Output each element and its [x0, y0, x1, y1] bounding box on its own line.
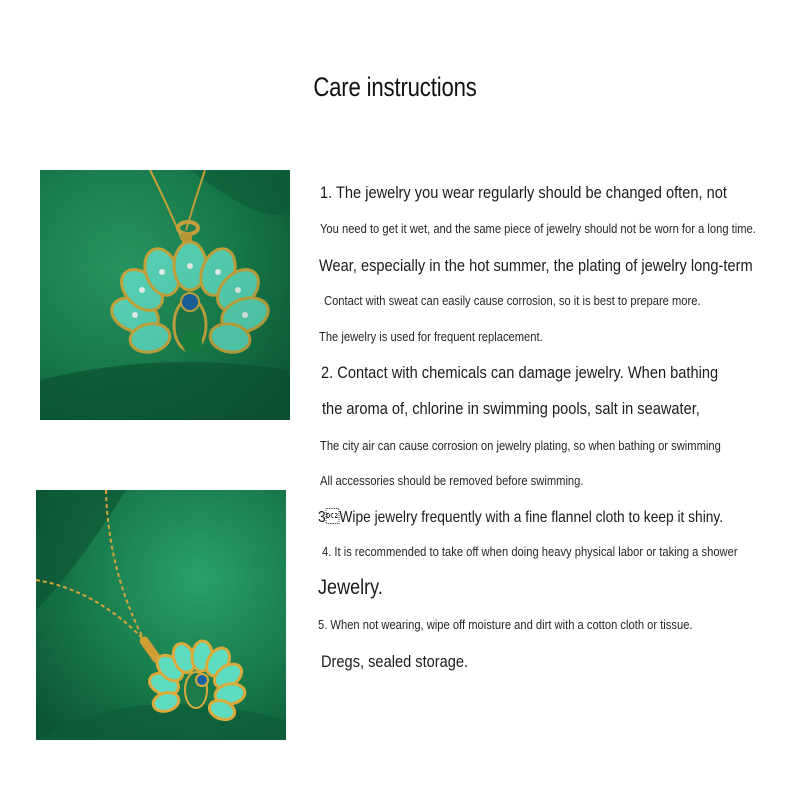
page-title: Care instructions — [313, 72, 477, 102]
peacock-pendant-photo-1 — [40, 170, 290, 420]
care-line-14: Dregs, sealed storage. — [321, 652, 469, 671]
care-line-4: Contact with sweat can easily cause corrosion, so it is best to prepare more. — [324, 293, 701, 308]
care-line-11: 4. It is recommended to take off when doing heavy physical labor or taking a shower — [322, 544, 738, 559]
care-line-3: Wear, especially in the hot summer, the plating of jewelry long-term — [319, 256, 753, 275]
care-line-12: Jewelry. — [318, 576, 383, 599]
care-line-2: You need to get it wet, and the same piece of jewelry should not be worn for a long time. — [320, 221, 756, 236]
care-line-5: The jewelry is used for frequent replacement. — [319, 329, 543, 344]
peacock-pendant-photo-2 — [36, 490, 286, 740]
care-line-7: the aroma of, chlorine in swimming pools, salt in seawater, — [322, 399, 700, 418]
care-line-1: 1. The jewelry you wear regularly should be changed often, not — [320, 183, 727, 202]
care-line-13: 5. When not wearing, wipe off moisture and dirt with a cotton cloth or tissue. — [318, 617, 693, 632]
care-line-8: The city air can cause corrosion on jewelry plating, so when bathing or swimming — [320, 438, 721, 453]
care-line-10: 3Wipe jewelry frequently with a fine flannel cloth to keep it shiny. — [318, 509, 724, 526]
care-line-6: 2. Contact with chemicals can damage jewelry. When bathing — [321, 363, 719, 382]
care-line-9: All accessories should be removed before swimming. — [320, 473, 584, 488]
